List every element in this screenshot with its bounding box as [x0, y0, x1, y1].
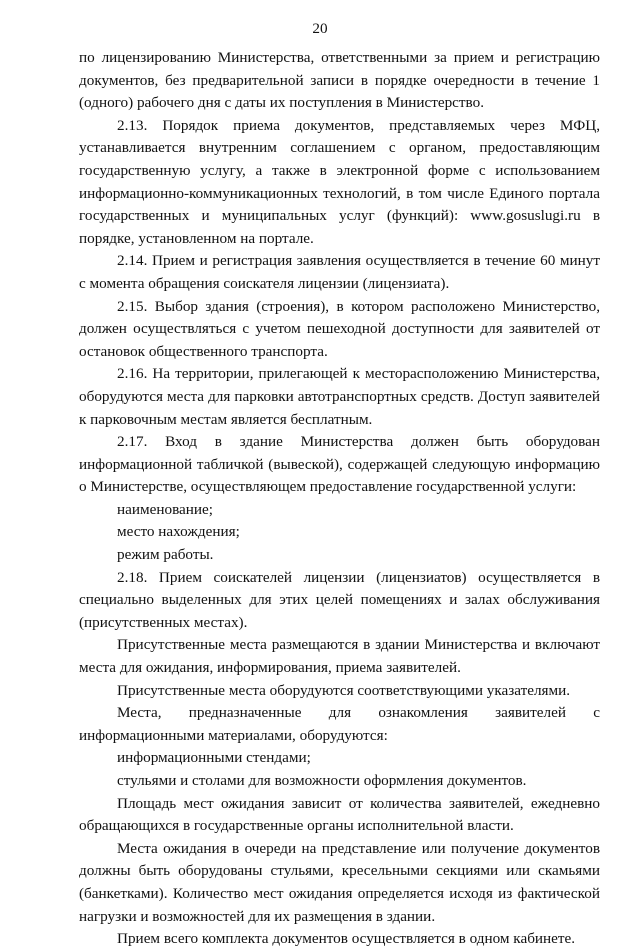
- list-item-name: наименование;: [117, 500, 213, 518]
- paragraph-2-13: 2.13. Порядок приема документов, представляемых через МФЦ, устанавливается внутренним соглашением с органом, предоставляющим государственную услугу, а также в электронной форме с использованием информационно-коммуникационных технологий, в том числе Единого портала государственных и муниципальных услуг (функций): www.gosuslugi.ru в порядке, установленном на портале.: [79, 116, 600, 247]
- list-item-location: место нахождения;: [117, 523, 240, 541]
- paragraph-waiting-area: Площадь мест ожидания зависит от количества заявителей, ежедневно обращающихся в государственные органы исполнительной власти.: [79, 794, 600, 835]
- paragraph-waiting-seating: Места ожидания в очереди на представление или получение документов должны быть оборудованы стульями, кресельными секциями или скамьями (банкетками). Количество мест ожидания определяется исходя из фактической нагрузки и возможностей для их размещения в здании.: [79, 839, 600, 925]
- paragraph-2-17: 2.17. Вход в здание Министерства должен быть оборудован информационной табличкой (вывеской), содержащей следующую информацию о Министерстве, осуществляющем предоставление государственной услуги:: [79, 433, 600, 496]
- list-item-stands: информационными стендами;: [117, 749, 311, 767]
- paragraph-single-office: Прием всего комплекта документов осуществляется в одном кабинете.: [117, 930, 576, 948]
- list-item-schedule: режим работы.: [117, 546, 214, 564]
- paragraph-reception-places: Присутственные места размещаются в здании Министерства и включают места для ожидания, информирования, приема заявителей.: [79, 636, 600, 677]
- paragraph-2-16: 2.16. На территории, прилегающей к месторасположению Министерства, оборудуются места для парковки автотранспортных средств. Доступ заявителей к парковочным местам является бесплатным.: [79, 365, 600, 428]
- list-item-furniture: стульями и столами для возможности оформления документов.: [117, 772, 527, 789]
- paragraph-signage: Присутственные места оборудуются соответствующими указателями.: [117, 681, 571, 699]
- paragraph-continuation: по лицензированию Министерства, ответственными за прием и регистрацию документов, без предварительной записи в порядке очередности в течение 1 (одного) рабочего дня с даты их поступления в Министерство.: [79, 49, 600, 112]
- page-number: 20: [312, 20, 328, 37]
- paragraph-info-places: Места, предназначенные для ознакомления заявителей с информационными материалами, оборудуются:: [79, 704, 600, 744]
- document-body: [79, 47, 600, 951]
- paragraph-2-15: 2.15. Выбор здания (строения), в котором расположено Министерство, должен осуществляться с учетом пешеходной доступности для заявителей от остановок общественного транспорта.: [79, 297, 600, 360]
- paragraph-2-14: 2.14. Прием и регистрация заявления осуществляется в течение 60 минут с момента обращения соискателя лицензии (лицензиата).: [79, 252, 600, 292]
- paragraph-2-18: 2.18. Прием соискателей лицензии (лицензиатов) осуществляется в специально выделенных для этих целей помещениях и залах обслуживания (присутственных местах).: [79, 568, 600, 631]
